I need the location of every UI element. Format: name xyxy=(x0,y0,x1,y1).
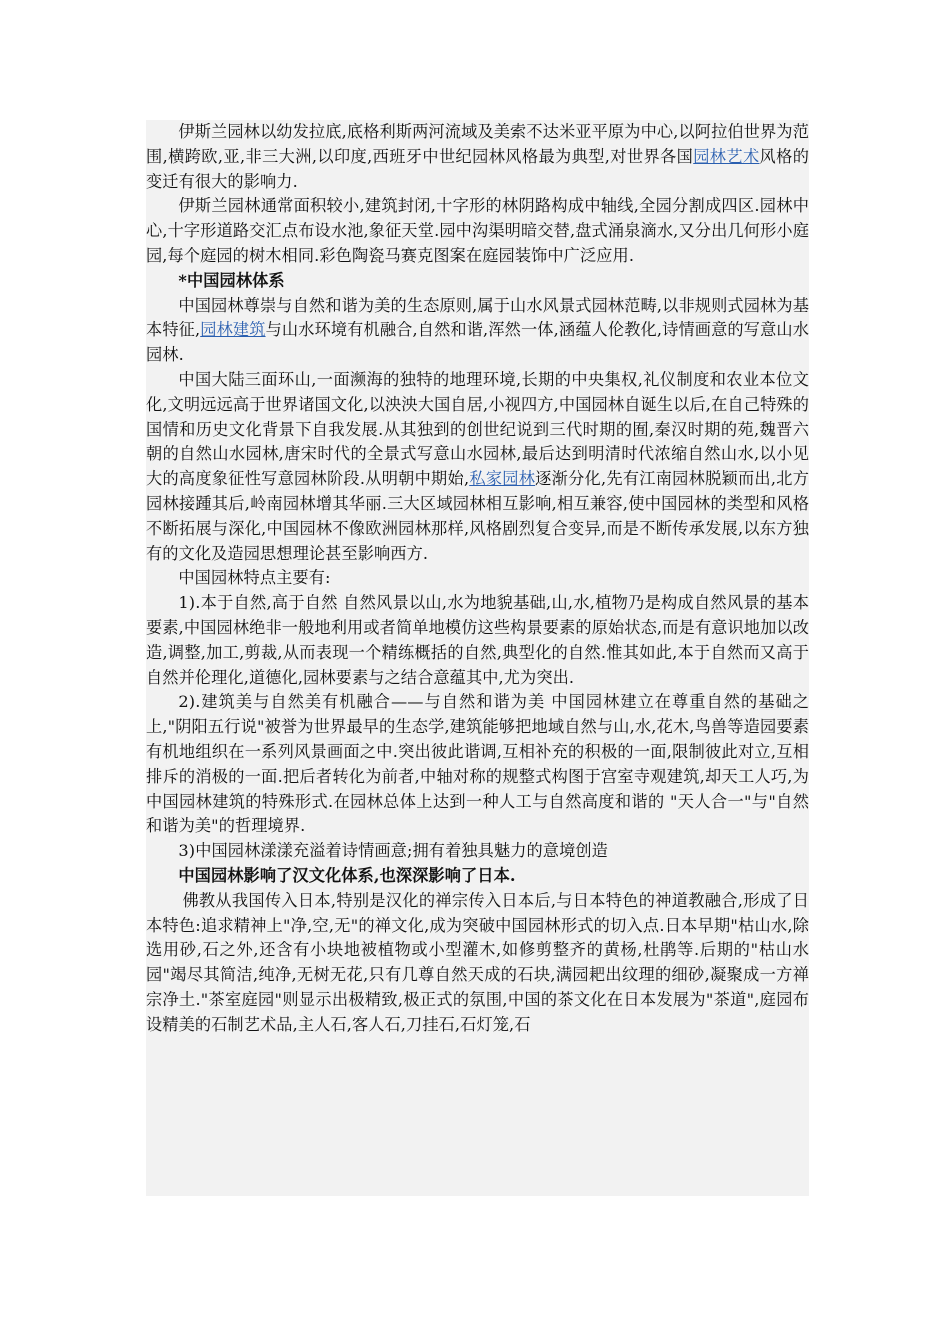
text-span: 逐渐分化,先有江南园林脱颖而出,北方园林接踵其后,岭南园林增其华丽.三大区域园林相互影响,相互兼容,使中国园林的类型和风格不断拓展与深化,中国园林不像欧洲园林那样,风格剧烈复合变异,而是不断传承发展,以东方独有的文化及造园思想理论甚至影响西方. xyxy=(146,469,810,563)
text-span: 2).建筑美与自然美有机融合——与自然和谐为美 中国园林建立在尊重自然的基础之上,"阴阳五行说"被誉为世界最早的生态学,建筑能够把地域自然与山,水,花木,鸟兽等造园要素有机地组织在一系列风景画面之中.突出彼此谐调,互相补充的积极的一面,限制彼此对立,互相排斥的消极的一面.把后者转化为前者,中轴对称的规整式构图于宫室寺观建筑,却天工人巧,为中国园林建筑的特殊形式.在园林总体上达到一种人工与自然高度和谐的 "天人合一"与"自然和谐为美"的哲理境界. xyxy=(146,692,809,836)
bold-text: 中国园林影响了汉文化体系,也深深影响了日本. xyxy=(178,865,516,885)
paragraph-japan xyxy=(146,889,809,1038)
paragraph-influence-heading xyxy=(146,864,809,889)
document-body xyxy=(146,120,809,1196)
link-garden-architecture[interactable]: 园林建筑 xyxy=(200,320,266,340)
text-span: 风格的变迁有很大的影响力. xyxy=(146,146,809,191)
paragraph-islamic-intro xyxy=(146,120,809,194)
paragraph-feature-3 xyxy=(146,839,809,864)
text-span: 佛教从我国传入日本,特别是汉化的禅宗传入日本后,与日本特色的神道教融合,形成了日本特色:追求精神上"净,空,无"的禅文化,成为突破中国园林形式的切入点.日本早期"枯山水,除选用砂,石之外,还含有小块地被植物或小型灌木,如修剪整齐的黄杨,杜鹃等.后期的"枯山水园"竭尽其简洁,纯净,无树无花,只有几尊自然天成的石块,满园耙出纹理的细砂,凝聚成一方禅宗净土."茶室庭园"则显示出极精致,极正式的氛围,中国的茶文化在日本发展为"茶道",庭园布设精美的石制艺术品,主人石,客人石,刀挂石,石灯笼,石 xyxy=(146,890,809,1034)
text-span: 与山水环境有机融合,自然和谐,浑然一体,涵蕴人伦教化,诗情画意的写意山水园林. xyxy=(146,320,810,365)
paragraph-chinese-principle xyxy=(146,294,809,368)
heading-text: *中国园林体系 xyxy=(178,270,285,290)
text-span: 中国大陆三面环山,一面濒海的独特的地理环境,长期的中央集权,礼仪制度和农业本位文化,文明远远高于世界诸国文化,以泱泱大国自居,小视四方,中国园林自诞生以后,在自己特殊的国情和历史文化背景下自我发展.从其独到的创世纪说到三代时期的囿,秦汉时期的苑,魏晋六朝的自然山水园林,唐宋时代的全景式写意山水园林,最后达到明清时代浓缩自然山水,以小见大的高度象征性写意园林阶段.从明朝中期始, xyxy=(146,369,809,489)
section-heading-chinese-gardens xyxy=(146,269,809,294)
text-span: 中国园林尊崇与自然和谐为美的生态原则,属于山水风景式园林范畴,以非规则式园林为基本特征, xyxy=(146,295,809,340)
text-span: 1).本于自然,高于自然 自然风景以山,水为地貌基础,山,水,植物乃是构成自然风景的基本要素,中国园林绝非一般地利用或者简单地模仿这些构景要素的原始状态,而是有意识地加以改造,调整,加工,剪裁,从而表现一个精练概括的自然,典型化的自然.惟其如此,本于自然而又高于自然并伦理化,道德化,园林要素与之结合意蕴其中,尤为突出. xyxy=(146,593,809,687)
text-span: 3)中国园林漾漾充溢着诗情画意;拥有着独具魅力的意境创造 xyxy=(178,841,608,861)
link-private-gardens[interactable]: 私家园林 xyxy=(469,469,536,489)
text-span: 中国园林特点主要有: xyxy=(178,568,331,588)
paragraph-feature-2 xyxy=(146,690,809,839)
text-span: 伊斯兰园林以幼发拉底,底格利斯两河流域及美索不达米亚平原为中心,以阿拉伯世界为范围,横跨欧,亚,非三大洲,以印度,西班牙中世纪园林风格最为典型,对世界各国 xyxy=(146,122,809,166)
paragraph-feature-1 xyxy=(146,591,809,690)
text-span: 伊斯兰园林通常面积较小,建筑封闭,十字形的林阴路构成中轴线,全园分割成四区.园林中心,十字形道路交汇点布设水池,象征天堂.园中沟渠明暗交替,盘式涌泉滴水,又分出几何形小庭园,每个庭园的树木相同.彩色陶瓷马赛克图案在庭园装饰中广泛应用. xyxy=(146,196,809,265)
link-garden-art[interactable]: 园林艺术 xyxy=(693,146,760,166)
paragraph-chinese-history xyxy=(146,368,809,566)
paragraph-features-intro xyxy=(146,566,809,591)
paragraph-islamic-layout xyxy=(146,194,809,268)
